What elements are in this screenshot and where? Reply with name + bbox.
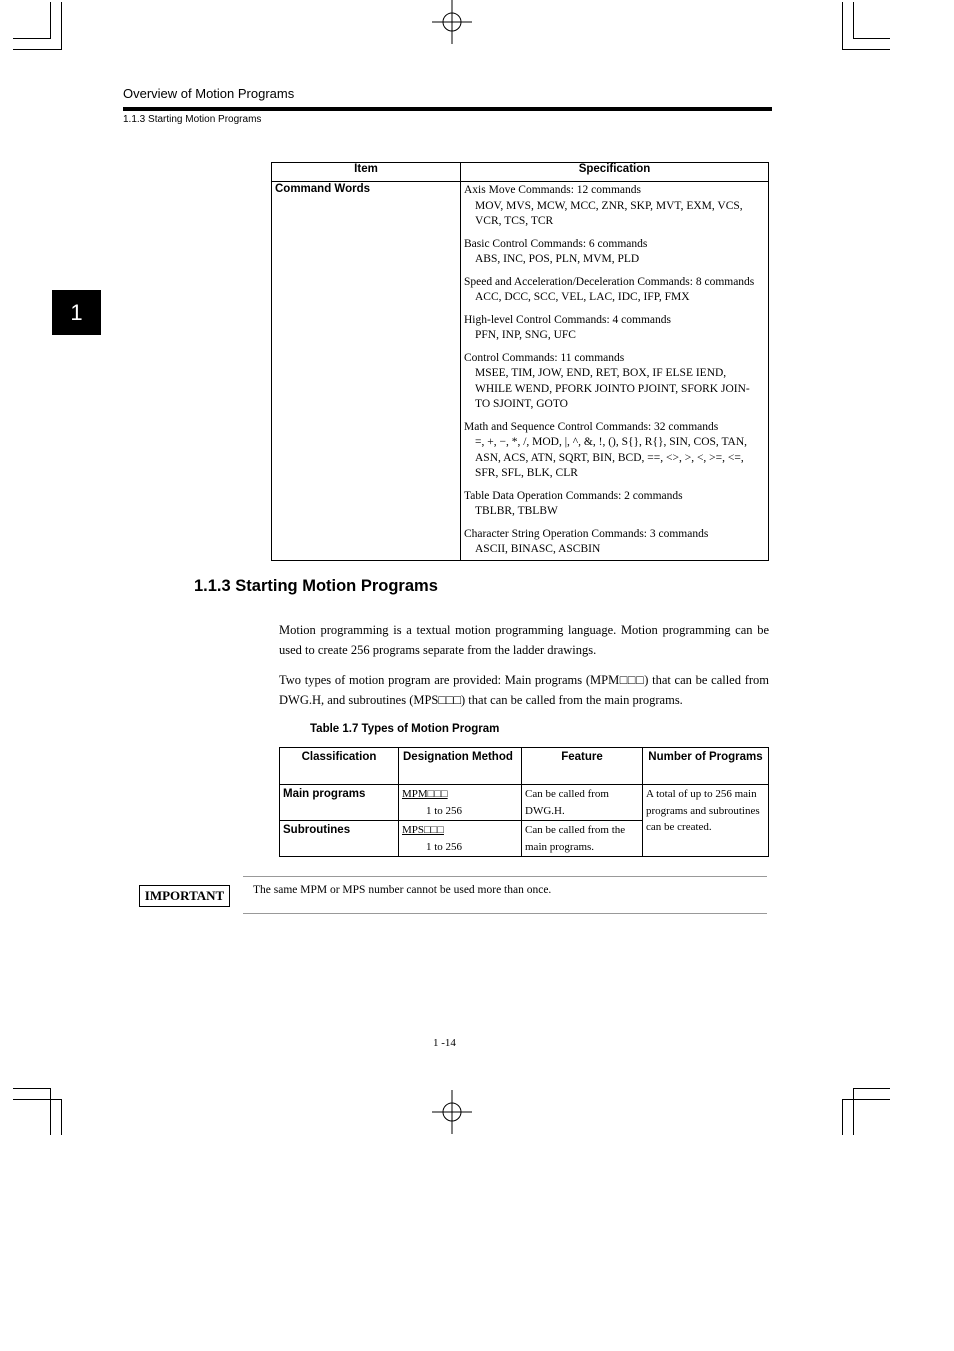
section-heading: 1.1.3 Starting Motion Programs: [194, 577, 438, 595]
command-group-title: Speed and Acceleration/Deceleration Commands: 8 commands: [464, 275, 755, 288]
registration-mark-top: [430, 0, 474, 44]
chapter-tab: 1: [52, 290, 101, 335]
command-group: [464, 275, 765, 306]
table-caption: Table 1.7 Types of Motion Program: [310, 723, 500, 735]
command-list-line: MOV, MVS, MCW, MCC, ZNR, SKP, MVT, EXM, VCS,: [475, 199, 743, 212]
designation-range: 1 to 256: [426, 840, 463, 853]
table-row: [272, 182, 769, 561]
command-group: [464, 420, 765, 482]
command-list-line: ASCII, BINASC, ASCBIN: [475, 543, 601, 555]
header-rule: [123, 107, 772, 111]
command-group-title: Table Data Operation Commands: 2 commands: [464, 489, 683, 502]
designation-cell: [399, 821, 522, 857]
designation-value: MPS□□□: [402, 824, 444, 836]
table-header-row: [272, 163, 769, 182]
number-of-programs-cell: A total of up to 256 main programs and subroutines can be created.: [643, 785, 769, 857]
running-header-subtitle: 1.1.3 Starting Motion Programs: [123, 114, 262, 125]
command-group: [464, 351, 765, 413]
command-list-line: MSEE, TIM, JOW, END, RET, BOX, IF ELSE IEND,: [475, 367, 727, 379]
command-group-title: Math and Sequence Control Commands: 32 commands: [464, 420, 719, 433]
feature-cell: Can be called from the main programs.: [522, 821, 643, 857]
command-list-line: WHILE WEND, PFORK JOINTO PJOINT, SFORK JOIN-: [475, 382, 750, 395]
column-header-specification: Specification: [461, 163, 769, 182]
command-group-title: High-level Control Commands: 4 commands: [464, 313, 671, 326]
command-group-title: Character String Operation Commands: 3 commands: [464, 527, 709, 540]
command-list-line: TBLBR, TBLBW: [475, 505, 558, 517]
important-top-rule: [243, 876, 767, 877]
running-header-title: Overview of Motion Programs: [123, 86, 295, 101]
registration-mark-bottom: [430, 1090, 474, 1134]
column-header-item: Item: [272, 163, 461, 182]
command-group: [464, 489, 765, 520]
command-list-line: ACC, DCC, SCC, VEL, LAC, IDC, IFP, FMX: [475, 291, 690, 303]
command-list-line: TO SJOINT, GOTO: [475, 398, 568, 410]
command-group-title: Basic Control Commands: 6 commands: [464, 237, 648, 250]
item-cell: Command Words: [272, 182, 461, 561]
motion-program-types-table: [279, 747, 769, 857]
table-row: [280, 785, 769, 821]
command-list-line: PFN, INP, SNG, UFC: [475, 329, 576, 341]
important-label: IMPORTANT: [139, 885, 230, 907]
column-header-designation-method: Designation Method: [399, 748, 522, 785]
command-group: [464, 183, 765, 230]
command-list-line: ABS, INC, POS, PLN, MVM, PLD: [475, 253, 640, 265]
body-paragraph: Two types of motion program are provided: Main programs (MPM□□□) that can be called from DWG.H, and subroutines (MPS□□□) that can be called from the main programs.: [279, 673, 769, 707]
classification-cell: Main programs: [280, 785, 399, 821]
command-list-line: ASN, ACS, ATN, SQRT, BIN, BCD, ==, <>, >, <, >=, <=,: [475, 451, 744, 464]
column-header-classification: Classification: [280, 748, 399, 785]
important-bottom-rule: [243, 913, 767, 914]
specification-table: [271, 162, 769, 561]
command-list-line: VCR, TCS, TCR: [475, 215, 554, 227]
command-group: [464, 313, 765, 344]
specification-cell: [461, 182, 769, 561]
command-group: [464, 237, 765, 268]
command-group: [464, 527, 765, 558]
designation-value: MPM□□□: [402, 788, 448, 800]
command-list-line: SFR, SFL, BLK, CLR: [475, 467, 578, 479]
column-header-number-of-programs: Number of Programs: [643, 748, 769, 785]
command-list-line: =, +, −, *, /, MOD, |, ^, &, !, (), S{}, R{}, SIN, COS, TAN,: [475, 436, 748, 448]
designation-range: 1 to 256: [426, 804, 463, 817]
classification-cell: Subroutines: [280, 821, 399, 857]
page-number: 1 -14: [433, 1037, 456, 1049]
important-note-text: The same MPM or MPS number cannot be used more than once.: [253, 884, 552, 896]
command-group-title: Control Commands: 11 commands: [464, 351, 625, 364]
table-header-row: [280, 748, 769, 785]
feature-cell: Can be called from DWG.H.: [522, 785, 643, 821]
command-group-title: Axis Move Commands: 12 commands: [464, 184, 641, 196]
body-paragraph: Motion programming is a textual motion programming language. Motion programming can be used to create 256 programs separate from the ladder drawings.: [279, 623, 769, 657]
column-header-feature: Feature: [522, 748, 643, 785]
designation-cell: [399, 785, 522, 821]
